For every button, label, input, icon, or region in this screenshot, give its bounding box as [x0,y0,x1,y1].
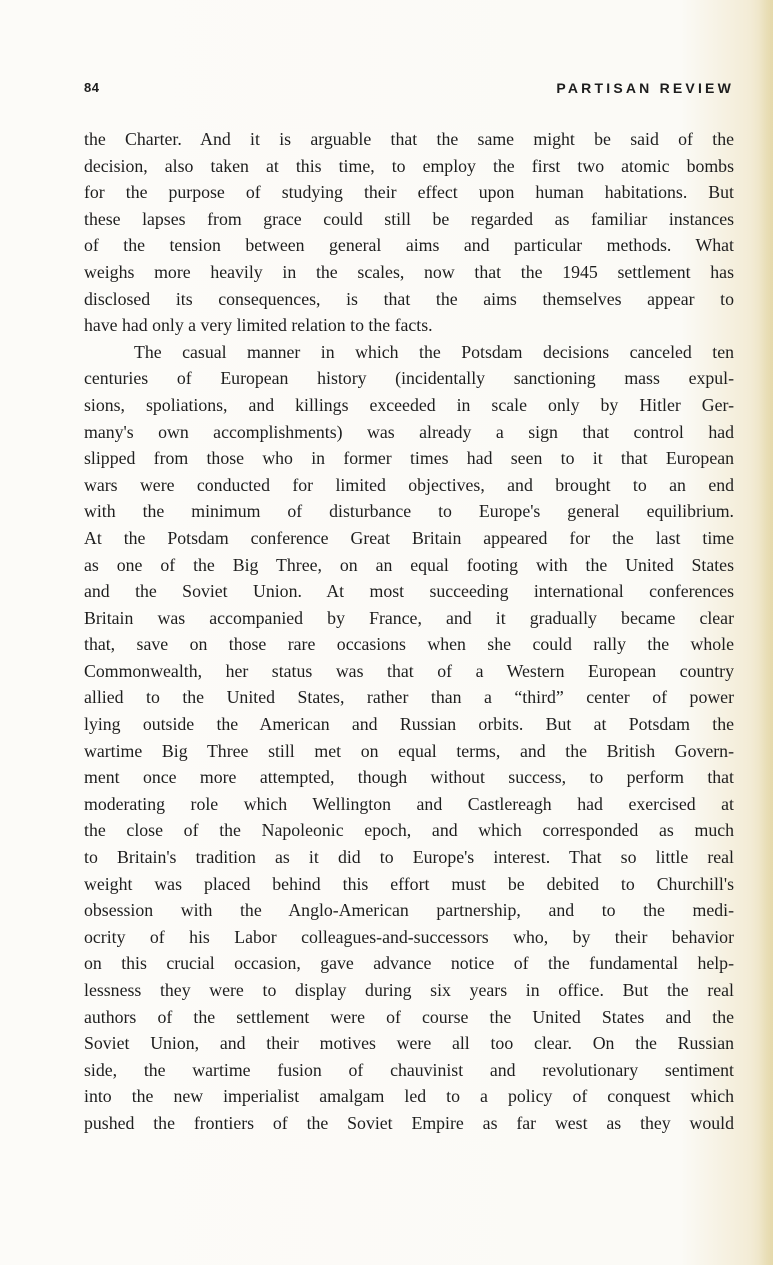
text-line: pushed the frontiers of the Soviet Empire as far west as they would [84,1112,734,1133]
paragraph-2 [84,339,734,1137]
text-line: for the purpose of studying their effect upon human habitations. But [84,182,734,203]
page-header [84,80,734,102]
text-line: allied to the United States, rather than a “third” center of power [84,687,734,708]
text-line: the Charter. And it is arguable that the same might be said of the [84,129,734,149]
text-line: authors of the settlement were of course the United States and the [84,1006,734,1027]
text-line: The casual manner in which the Potsdam decisions canceled ten [134,341,734,362]
text-line: with the minimum of disturbance to Europe's general equilibrium. [84,501,734,522]
text-line: wars were conducted for limited objectives, and brought to an end [84,474,734,495]
text-line: that, save on those rare occasions when she could rally the whole [84,634,734,655]
text-line: sions, spoliations, and killings exceeded in scale only by Hitler Ger- [84,394,734,415]
text-line: as one of the Big Three, on an equal footing with the United States [84,554,734,575]
text-line: At the Potsdam conference Great Britain appeared for the last time [84,527,734,548]
text-line: many's own accomplishments) was already a sign that control had [84,421,734,442]
text-line: on this crucial occasion, gave advance notice of the fundamental help- [84,953,734,974]
text-line: weighs more heavily in the scales, now that the 1945 settlement has [84,261,734,282]
text-line: slipped from those who in former times had seen to it that European [84,448,734,469]
text-line: lessness they were to display during six years in office. But the real [84,980,734,1000]
text-line: obsession with the Anglo-American partnership, and to the medi- [84,900,734,921]
text-line: have had only a very limited relation to the facts. [84,315,433,336]
body-text [84,126,734,1137]
text-line: these lapses from grace could still be regarded as familiar instances [84,208,734,229]
text-line: of the tension between general aims and particular methods. What [84,235,734,256]
text-line: Soviet Union, and their motives were all too clear. On the Russian [84,1033,734,1054]
text-line: ment once more attempted, though without success, to perform that [84,767,734,788]
text-line: wartime Big Three still met on equal terms, and the British Govern- [84,740,734,761]
paragraph-1 [84,126,734,339]
text-line: decision, also taken at this time, to employ the first two atomic bombs [84,155,734,176]
page-number: 84 [84,80,100,95]
page-edge-shadow [759,0,773,1265]
text-line: into the new imperialist amalgam led to a policy of conquest which [84,1086,734,1107]
text-line: lying outside the American and Russian orbits. But at Potsdam the [84,714,734,735]
text-line: the close of the Napoleonic epoch, and which corresponded as much [84,820,734,841]
text-line: Commonwealth, her status was that of a Western European country [84,660,734,681]
text-line: centuries of European history (incidentally sanctioning mass expul- [84,368,734,389]
text-line: ocrity of his Labor colleagues-and-successors who, by their behavior [84,926,734,947]
text-line: Britain was accompanied by France, and it gradually became clear [84,607,734,628]
text-line: to Britain's tradition as it did to Europe's interest. That so little real [84,847,734,868]
text-line: and the Soviet Union. At most succeeding international conferences [84,581,734,602]
running-head: PARTISAN REVIEW [556,80,734,96]
text-line: disclosed its consequences, is that the aims themselves appear to [84,288,734,309]
text-line: weight was placed behind this effort must be debited to Churchill's [84,873,734,894]
text-line: side, the wartime fusion of chauvinist and revolutionary sentiment [84,1059,734,1080]
text-line: moderating role which Wellington and Castlereagh had exercised at [84,793,734,814]
